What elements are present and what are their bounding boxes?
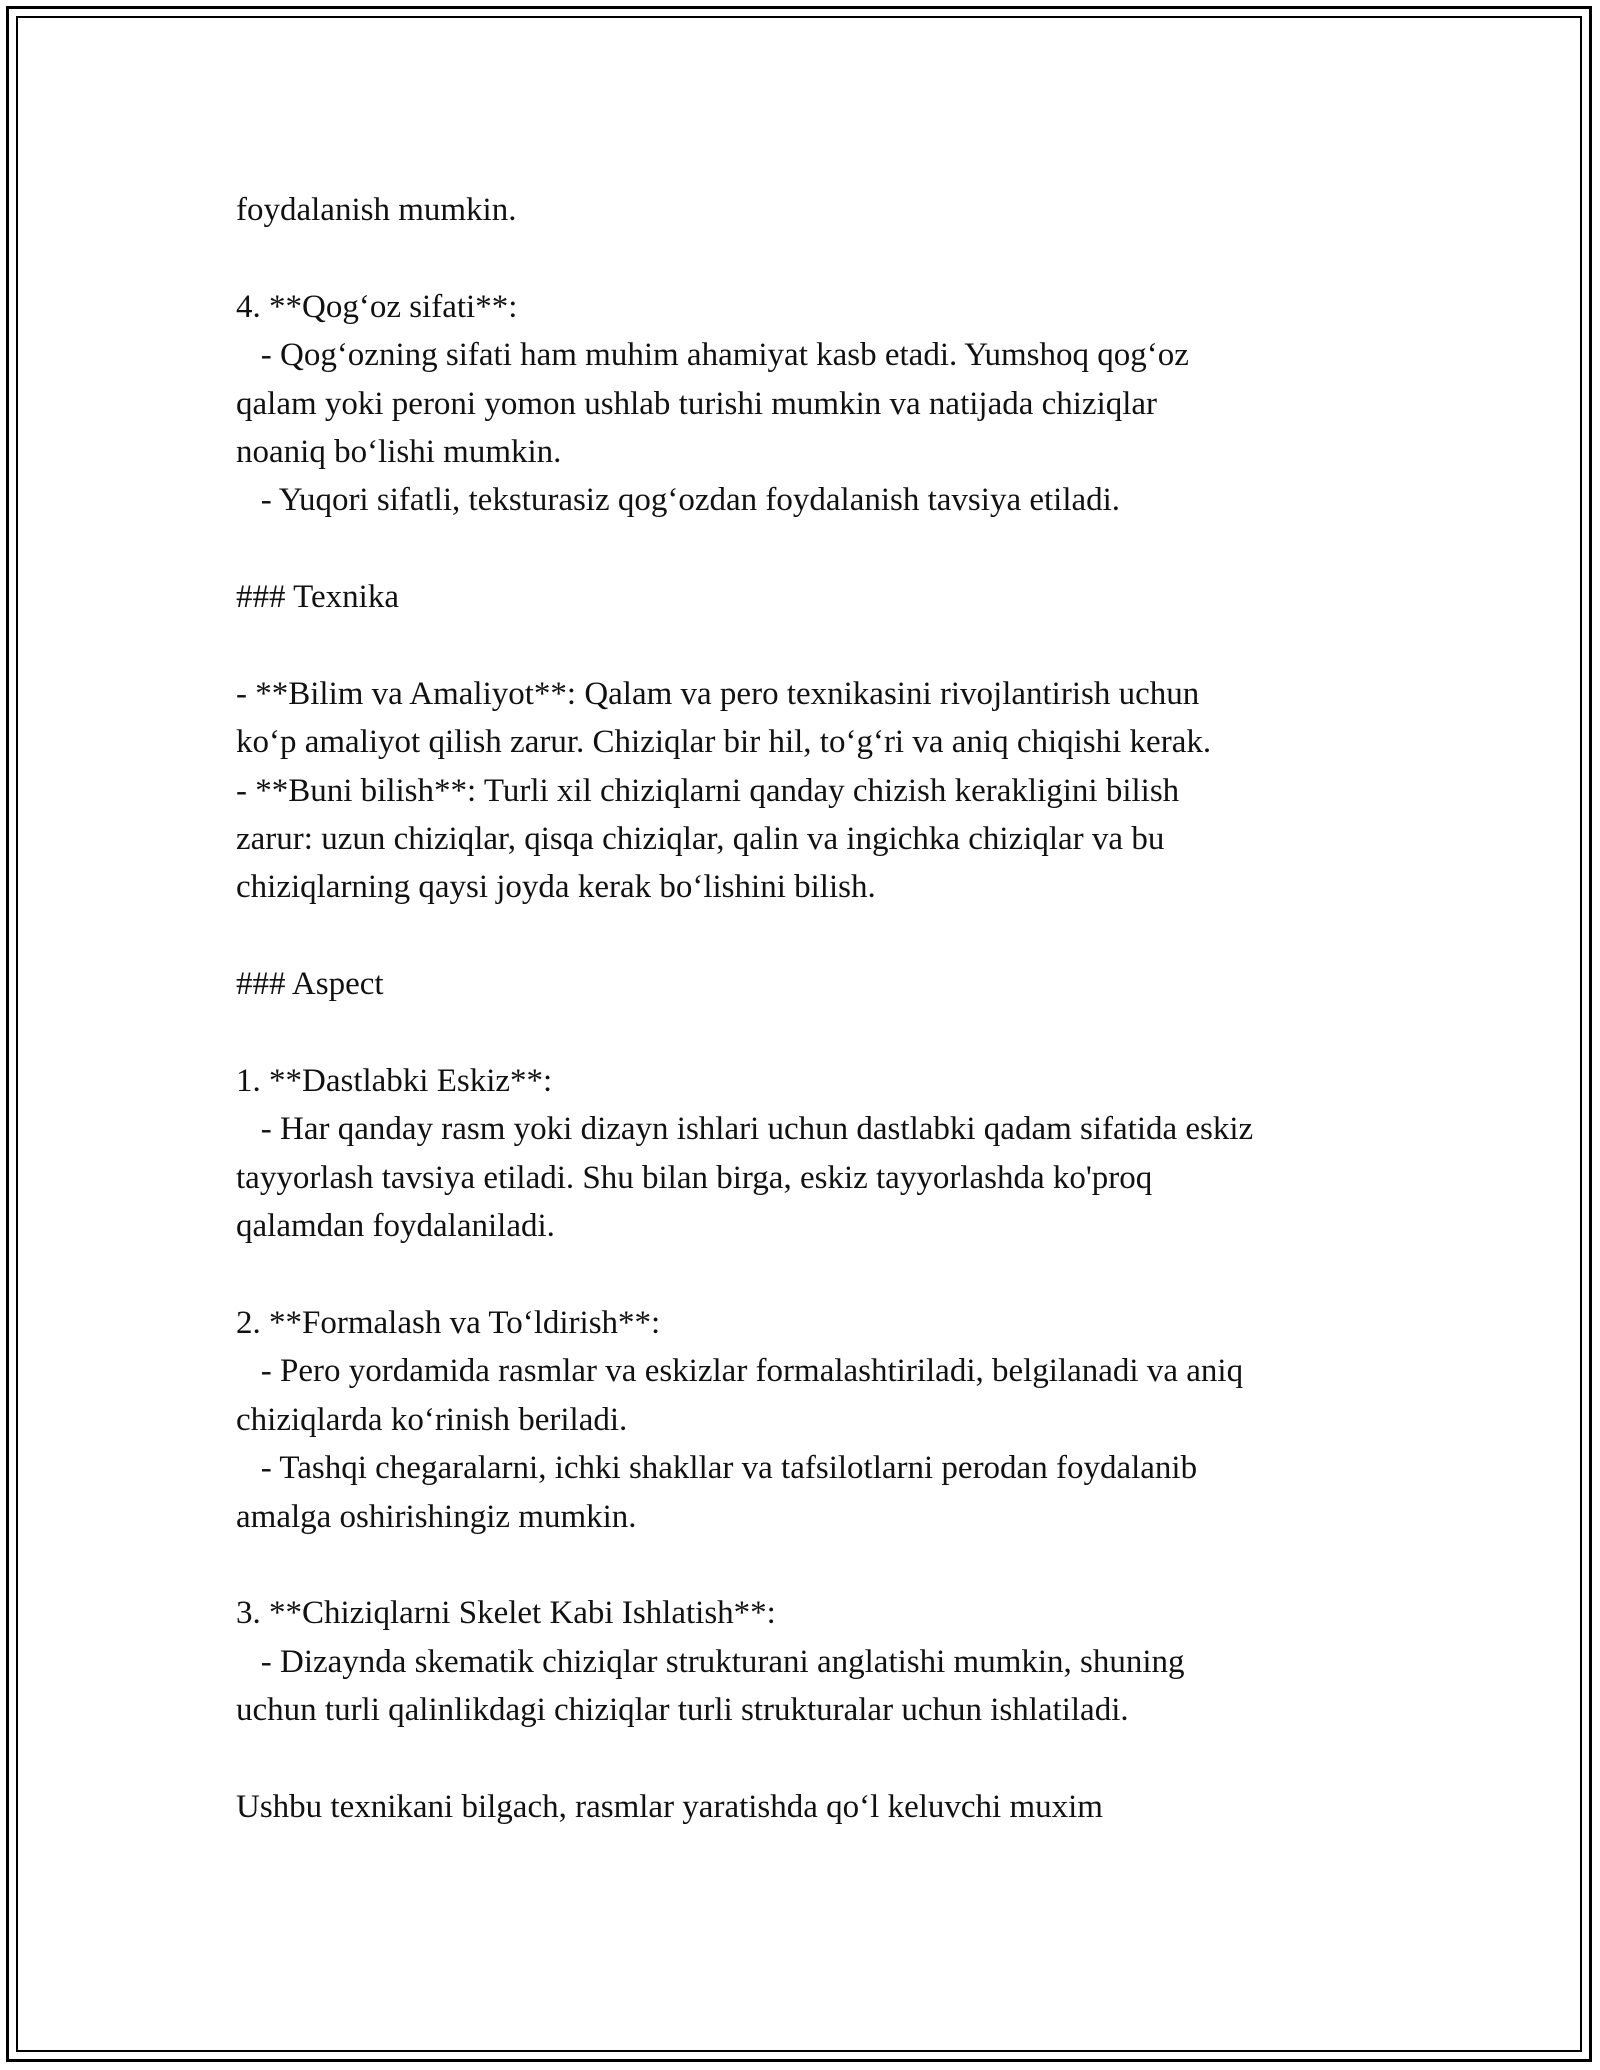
text-line: uchun turli qalinlikdagi chiziqlar turli strukturalar uchun ishlatiladi. — [236, 1692, 1129, 1729]
text-line: noaniq bo‘lishi mumkin. — [236, 433, 562, 470]
text-line: - Dizaynda skematik chiziqlar strukturani anglatishi mumkin, shuning — [236, 1643, 1185, 1680]
text-line: ko‘p amaliyot qilish zarur. Chiziqlar bir hil, to‘g‘ri va aniq chiqishi kerak. — [236, 724, 1212, 761]
text-line: amalga oshirishingiz mumkin. — [236, 1498, 637, 1535]
text-line: chiziqlarning qaysi joyda kerak bo‘lishini bilish. — [236, 869, 876, 906]
text-line: - Tashqi chegaralarni, ichki shakllar va tafsilotlarni perodan foydalanib — [236, 1450, 1198, 1487]
text-line: qalam yoki peroni yomon ushlab turishi mumkin va natijada chiziqlar — [236, 385, 1158, 422]
text-line: 1. **Dastlabki Eskiz**: — [236, 1063, 553, 1100]
text-line: - Qog‘ozning sifati ham muhim ahamiyat kasb etadi. Yumshoq qog‘oz — [236, 337, 1189, 374]
text-line: 2. **Formalash va To‘ldirish**: — [236, 1304, 661, 1341]
blank-line — [236, 912, 1416, 960]
text-line: Ushbu texnikani bilgach, rasmlar yaratishda qo‘l keluvchi muxim — [236, 1788, 1103, 1825]
blank-line — [236, 1009, 1416, 1057]
text-line: 4. **Qog‘oz sifati**: — [236, 288, 518, 325]
document-body — [236, 186, 1416, 1831]
text-line: 3. **Chiziqlarni Skelet Kabi Ishlatish**: — [236, 1595, 776, 1632]
text-line: ### Texnika — [236, 579, 399, 616]
blank-line — [236, 622, 1416, 670]
text-line: - Pero yordamida rasmlar va eskizlar formalashtiriladi, belgilanadi va aniq — [236, 1353, 1244, 1390]
blank-line — [236, 525, 1416, 573]
blank-line — [236, 1735, 1416, 1783]
blank-line — [236, 234, 1416, 282]
text-line: - **Buni bilish**: Turli xil chiziqlarni qanday chizish kerakligini bilish — [236, 772, 1180, 809]
text-line: foydalanish mumkin. — [236, 192, 517, 228]
blank-line — [236, 1541, 1416, 1589]
text-line: qalamdan foydalaniladi. — [236, 1208, 555, 1245]
text-line: - Har qanday rasm yoki dizayn ishlari uchun dastlabki qadam sifatida eskiz — [236, 1111, 1254, 1148]
text-line: ### Aspect — [236, 966, 384, 1003]
text-line: chiziqlarda ko‘rinish beriladi. — [236, 1401, 628, 1438]
text-line: zarur: uzun chiziqlar, qisqa chiziqlar, qalin va ingichka chiziqlar va bu — [236, 821, 1165, 858]
text-line: - **Bilim va Amaliyot**: Qalam va pero texnikasini rivojlantirish uchun — [236, 675, 1200, 712]
blank-line — [236, 1251, 1416, 1299]
text-line: tayyorlash tavsiya etiladi. Shu bilan birga, eskiz tayyorlashda ko'proq — [236, 1159, 1153, 1196]
text-line: - Yuqori sifatli, teksturasiz qog‘ozdan foydalanish tavsiya etiladi. — [236, 482, 1121, 519]
